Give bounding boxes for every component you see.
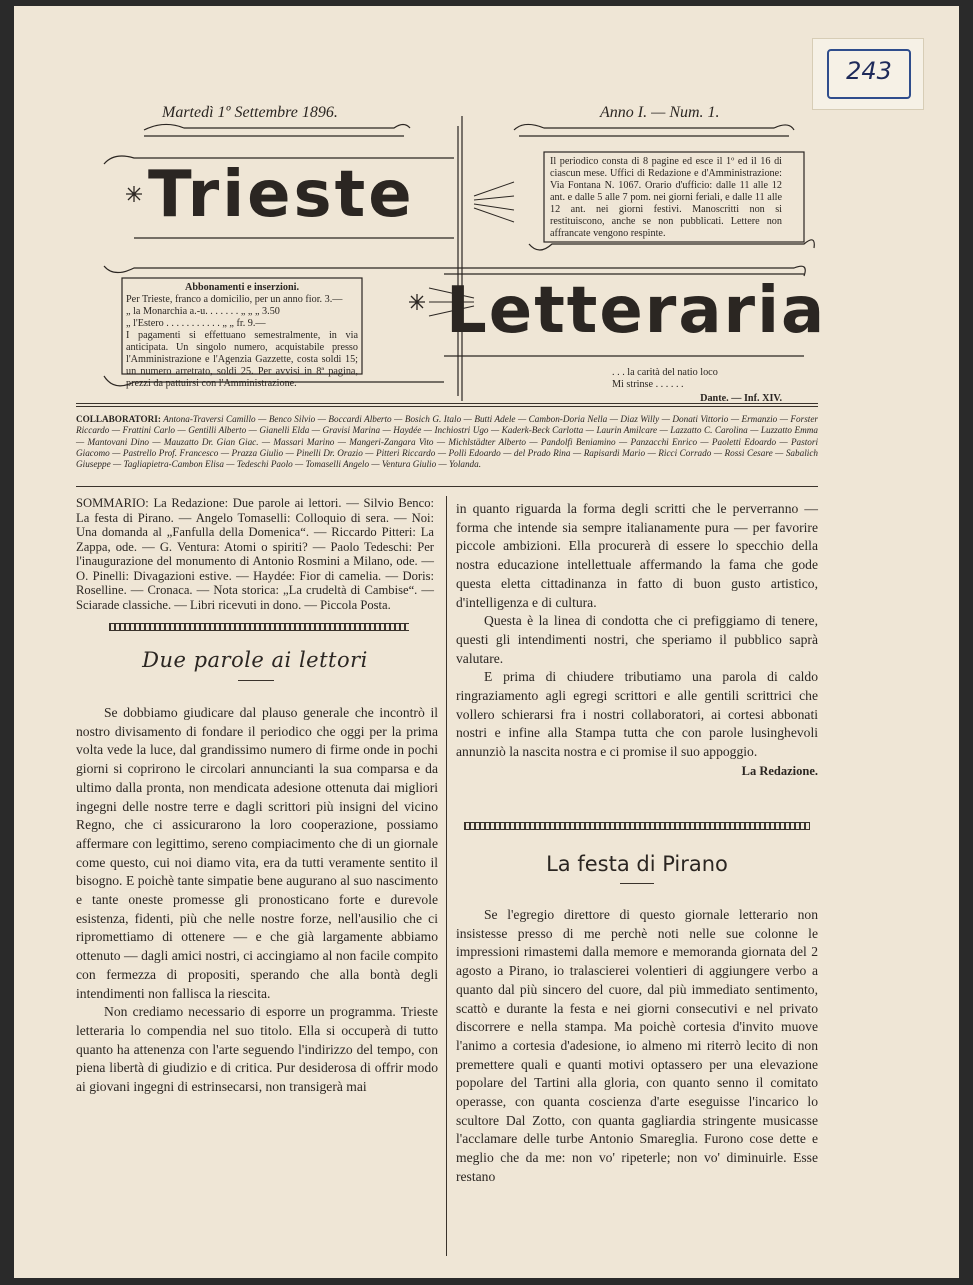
signature: La Redazione. (741, 763, 818, 778)
ornamental-divider (109, 623, 409, 631)
paragraph: Se dobbiamo giudicare dal plauso generale che incontrò il nostro divisamento di fondare il periodico che oggi per la prima volta vede la luce, dal grandissimo numero di firme onde in pochi giorni si coprirono le circolari annuncianti la sua comparsa e da ultimo dalla pronta, non mendicata adesione ottenuta dai migliori ingegni delle nostre terre e dagli scrittori più insigni del vicino Regno, che ci assicurarono la loro cooperazione, possiamo affermare con legittimo, sereno compiacimento che di un giornale come questo, cui noi diamo vita, era da tutti veramente sentito il bisogno. E poichè tante simpatie bene augurano al suo nascimento e tante oneste promesse gli pronosticano forte e durevole esistenza, fidenti, più che nelle nostre forze, nell'ausilio che ci ripromettiamo di ottenere — e che già largamente abbiamo ottenuto — dagli amici nostri, ci accingiamo al non facile compito con fermezza di propositi, sperando che alla bontà degli intendimenti non fallisca la riescita. (76, 705, 438, 1001)
divider (76, 403, 818, 404)
archive-number: 243 (846, 57, 892, 85)
subscription-line: „ la Monarchia a.-u. . . . . . . „ „ „ 3.50 (126, 306, 280, 317)
issue-number: Anno I. — Num. 1. (600, 104, 720, 121)
column-separator (446, 496, 447, 1256)
subscription-line: „ l'Estero . . . . . . . . . . . „ „ fr. 9.— (126, 318, 266, 329)
divider (76, 406, 818, 407)
heading-underline (620, 883, 654, 884)
epigraph (612, 367, 782, 405)
ornamental-divider (464, 822, 810, 830)
epigraph-source: Dante. — Inf. XIV. (700, 393, 782, 404)
archive-label (812, 38, 924, 110)
divider (76, 486, 818, 487)
paragraph: Questa è la linea di condotta che ci prefiggiamo di tenere, questi gli intendimenti nostri, che speriamo il pubblico saprà valutare. (456, 613, 818, 666)
article-body (456, 906, 818, 1187)
sommario (76, 496, 434, 612)
article-heading: La festa di Pirano (546, 852, 728, 876)
subscription-line: Per Trieste, franco a domicilio, per un anno fior. 3.— (126, 294, 343, 305)
subscription-line: I pagamenti si effettuano semestralmente, in via anticipata. Un singolo numero, acquistabile presso l'Amministrazione e l'Agenzia Gazzette, costa soldi 15; un numero arretrato, soldi 25. Per avvisi in 8ª pagina, prezzi da pattuirsi con l'Amministrazione. (126, 330, 358, 389)
subscription-box (126, 282, 358, 390)
masthead-letteraria: Letteraria (446, 274, 827, 348)
article-heading: Due parole ai lettori (142, 648, 368, 672)
archive-label-frame (827, 49, 911, 99)
epigraph-line: Mi strinse . . . . . . (612, 379, 684, 390)
article-body (76, 704, 438, 1097)
sommario-text: SOMMARIO: La Redazione: Due parole ai lettori. — Silvio Benco: La festa di Pirano. — Angelo Tomaselli: Colloquio di sera. — Noi: Una domanda al „Fanfulla della Domenica“. — Riccardo Pitteri: La Zappa, ode. — G. Ventura: Atomi o spiriti? — Paolo Tedeschi: Per l'inaugurazione del monumento di Antonio Rosmini a Milano, ode. — O. Pinelli: Divagazioni estive. — Haydée: Fior di camelia. — Doris: Roselline. — Cronaca. — Nota storica: „La crudeltà di Cambise“. — Sciarade classiche. — Libri ricevuti in dono. — Piccola Posta. (76, 496, 434, 612)
heading-underline (238, 680, 274, 681)
article-body-continued (456, 500, 818, 781)
collaborators-list: Antona-Traversi Camillo — Benco Silvio — Boccardi Alberto — Bosich G. Italo — Butti Adele — Cambon-Doria Nella — Diaz Willy — Donati Vittorio — Ermanzio — Forster Riccardo — Frattini Carlo — Gentilli Alberto — Gianelli Elda — Gravisi Marina — Haydée — Inchiostri Ugo — Kaderk-Beck Carlotta — Laurin Amilcare — Lazzatto C. Carolina — Luzzatto Emma — Mantovani Dino — Mauzatto Dr. Gian Giac. — Massari Marino — Mangeri-Zangara Vito — Michlstädter Alberto — Pandolfi Beniamino — Panzacchi Enrico — Paoletti Edoardo — Pastori Giacomo — Pastrello Prof. Francesco — Prazza Giulio — Pinelli Dr. Orazio — Pitteri Riccardo — Polli Edoardo — del Prado Rina — Rapisardi Mario — Ricci Corrado — Rossi Cesare — Sabalich Giuseppe — Tagliapietra-Cambon Elisa — Tedeschi Paolo — Tomaselli Angelo — Ventura Giulio — Yolanda. (76, 414, 818, 470)
masthead-trieste: Trieste (148, 158, 415, 232)
newspaper-page (14, 6, 959, 1278)
collaborators (76, 414, 818, 470)
paragraph: Non crediamo necessario di esporre un programma. Trieste letteraria lo compendia nel suo titolo. Ella si occuperà di tutto quanto ha attenenza con l'arte seguendo l'indirizzo del tempo, con piena libertà di giudizio e di critica. Pur desiderosa di offrir modo ai giovani ingegni di estrinsecarsi, non transigerà mai (76, 1004, 438, 1095)
paragraph: E prima di chiudere tributiamo una parola di caldo ringraziamento agli egregi scrittori e alle gentili scrittrici che vollero schierarsi fra i nostri collaboratori, ai cortesi abbonati nostri e infine alla Stampa tutta che con parole lusinghevoli annunziò la nascita nostra e ci promise il suo appoggio. (456, 669, 818, 760)
paragraph: Se l'egregio direttore di questo giornale letterario non insistesse presso di me perchè noti nelle sue colonne le impressioni rimastemi dalla memore e memoranda giornata del 2 agosto a Pirano, io tralascierei volentieri di aggiungere verbo a quanto dal più sincero del cuore, dal più immediato sentimento, scattò e durante la festa e nei giorni consecutivi e nel privato discorrere e nella stampa. Ma poichè cortesia d'invito muove l'animo a cortesia d'adesione, io almeno mi riterrò lecito di non premettere quali e quanti motivi optassero per una elevazione popolare del Tartini alla gloria, con quanto senno il comitato operasse, con quanta coscienza d'arte eseguisse l'incarico lo scultore Dal Zotto, con quanta gagliardia stringente musicasse l'acclamare delle turbe Antonio Smareglia. Furono cose dette e meglio che da me: non vo' ripeterle; non vo' diminuirle. Esse restano (456, 907, 818, 1184)
paragraph: in quanto riguarda la forma degli scritti che le perverranno — forma che intende sia sempre italianamente pura — per favorire piccole ambizioni. Ella procurerà di essere lo specchio della nostra educazione intellettuale affermando la fama che gode questa eletta cittadinanza in fatto di buon gusto artistico, d'intelligenza e di cultura. (456, 501, 818, 610)
epigraph-line: . . . la carità del natio loco (612, 367, 718, 378)
publication-info: Il periodico consta di 8 pagine ed esce il 1º ed il 16 di ciascun mese. Uffici di Redazione e d'Amministrazione: Via Fontana N. 1067. Orario d'ufficio: dalle 11 alle 12 ant. e dalle 5 alle 7 pom. nei giorni feriali, e dalle 11 alle 12 ant. nei giorni festivi. Manoscritti non si restituiscono, anche se non pubblicati. Lettere non affrancate vengono respinte. (550, 156, 782, 239)
subscription-title: Abbonamenti e inserzioni. (184, 282, 300, 293)
collaborators-label: COLLABORATORI: (76, 414, 161, 424)
issue-date: Martedì 1º Settembre 1896. (162, 104, 338, 121)
